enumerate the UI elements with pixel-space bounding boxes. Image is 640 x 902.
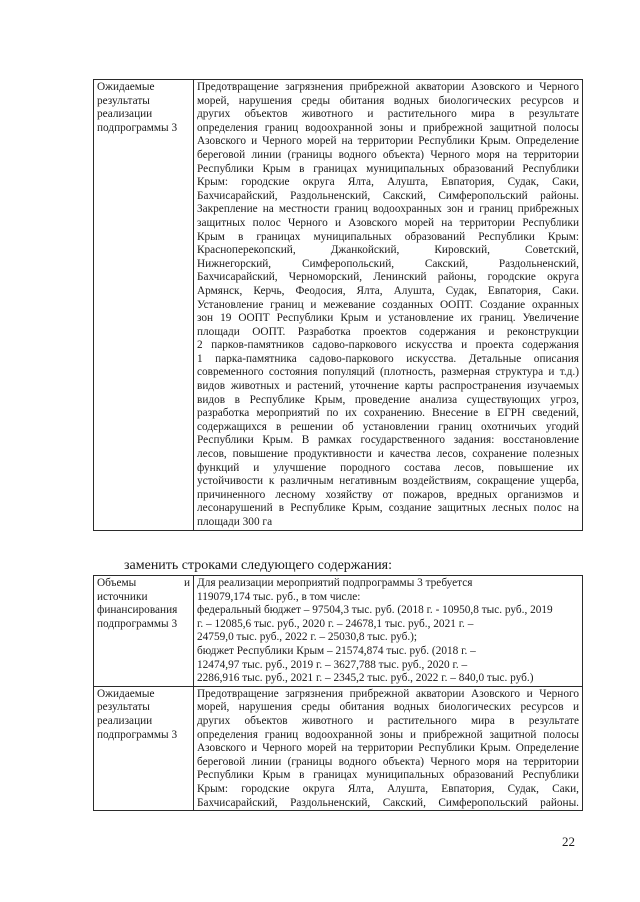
body-line: морей, нарушения среды обитания водных биологических ресурсов и	[197, 94, 579, 107]
text-line: Ожидаемые	[97, 687, 155, 700]
body-line: Республики Крым. В рамках государственного задания: восстановление	[197, 434, 579, 447]
body-line: Нижнегорский, Симферопольский, Сакский, Раздольненский,	[197, 257, 579, 270]
text-line: результаты	[97, 701, 150, 714]
body-line: Армянск, Керчь, Феодосия, Ялта, Алушта, Судак, Евпатория, Саки.	[197, 284, 579, 297]
replacement-caption: заменить строками следующего содержания:	[124, 558, 393, 573]
body-line: 1 парка-памятника садово-паркового искусства. Детальные описания	[197, 352, 579, 365]
results-label	[97, 688, 190, 742]
text-line: результаты	[97, 94, 150, 107]
text-line: федеральный бюджет – 97504,3 тыс. руб. (2018 г. - 10950,8 тыс. руб., 2019	[197, 604, 553, 617]
results-content	[197, 688, 579, 810]
results-table-replacement	[93, 575, 583, 811]
label-line: подпрограммы 3	[97, 617, 178, 630]
text-line: 119079,174 тыс. руб., в том числе:	[197, 590, 361, 603]
body-line: определения границ водоохранной зоны и прибрежной защитной полосы	[197, 121, 579, 134]
body-line: 2 парков-памятников садово-паркового искусства и проекта содержания	[197, 339, 579, 352]
body-line: Бахчисарайский, Раздольненский, Сакский, Симферопольский районы.	[197, 189, 579, 202]
body-line: Закрепление на местности границ водоохранных зон и границ прибрежных	[197, 203, 579, 216]
body-line: Бахчисарайский, Черноморский, Ленинский районы, городские округа	[197, 271, 579, 284]
body-line: Крым: городские округа Ялта, Алушта, Евпатория, Судак, Саки,	[197, 176, 579, 189]
body-line: морей, нарушения среды обитания водных биологических ресурсов и	[197, 701, 579, 714]
body-line: Предотвращение загрязнения прибрежной акватории Азовского и Черного	[197, 81, 579, 93]
label-word: Объемы	[97, 577, 137, 589]
results-label-cell	[94, 686, 194, 810]
body-line: Предотвращение загрязнения прибрежной акватории Азовского и Черного	[197, 687, 579, 700]
funding-label	[97, 577, 190, 631]
text-line: реализации	[97, 714, 153, 727]
funding-content	[197, 577, 579, 686]
text-line: Ожидаемые	[97, 81, 155, 93]
body-line: других объектов животного и растительного мира в результате	[197, 714, 579, 727]
body-line: Бахчисарайский, Раздольненский, Сакский, Симферопольский районы.	[197, 796, 579, 809]
body-line: лесонарушений в Республике Крым, создание защитных лесных полос на	[197, 502, 579, 515]
text-line: подпрограммы 3	[97, 728, 178, 741]
table-row	[94, 686, 583, 810]
body-line: видов в Республике Крым, проведение анализа существующих угроз,	[197, 393, 579, 406]
text-line: бюджет Республики Крым – 21574,874 тыс. руб. (2018 г. –	[197, 644, 476, 657]
body-line: защитных полос Черного и Азовского морей на территории Республики	[197, 216, 579, 229]
body-line: устойчивости к различным негативным воздействиям, сокращение ущерба,	[197, 475, 579, 488]
body-line: лесов, повышение продуктивности и качества лесов, сохранение полезных	[197, 448, 579, 461]
body-line: зон 19 ООПТ Республики Крым и установление их границ. Увеличение	[197, 312, 579, 325]
label-word: и	[183, 577, 190, 589]
results-table-original	[93, 79, 583, 531]
label-line: финансирования	[97, 604, 178, 617]
row-content-cell	[194, 80, 583, 531]
body-line: содержащихся в решении об установлении границ охотничьих угодий	[197, 420, 579, 433]
body-line: других объектов животного и растительного мира в результате	[197, 108, 579, 121]
body-line: определения границ водоохранной зоны и прибрежной защитной полосы	[197, 728, 579, 741]
body-line: Республики Крым в границах муниципальных образований Республики	[197, 162, 579, 175]
label-line	[97, 577, 190, 591]
body-line: Крым: городские округа Ялта, Алушта, Евпатория, Судак, Саки,	[197, 782, 579, 795]
body-line: современного состояния популяций (плотность, размерная структура и т.д.)	[197, 366, 579, 379]
text-line: 2286,916 тыс. руб., 2021 г. – 2345,2 тыс. руб., 2022 г. – 840,0 тыс. руб.)	[197, 672, 534, 685]
funding-content-cell	[194, 576, 583, 687]
body-line: Красноперекопский, Джанкойский, Кировский, Советский,	[197, 244, 579, 257]
text-line: 24759,0 тыс. руб., 2022 г. – 25030,8 тыс. руб.);	[197, 631, 418, 644]
text-line: г. – 12085,6 тыс. руб., 2020 г. – 24678,1 тыс. руб., 2021 г. –	[197, 617, 474, 630]
text-line: 12474,97 тыс. руб., 2019 г. – 3627,788 тыс. руб., 2020 г. –	[197, 658, 468, 671]
body-line: береговой линии (границы водного объекта) Черного моря на территории	[197, 148, 579, 161]
body-line: функций и улучшение породного состава лесов, повышение их	[197, 461, 579, 474]
body-line: береговой линии (границы водного объекта) Черного моря на территории	[197, 755, 579, 768]
body-line: Крым в границах муниципальных образований Республики Крым:	[197, 230, 579, 243]
body-line: площади ООПТ. Разработка проектов содержания и реконструкции	[197, 325, 579, 338]
text-line: реализации	[97, 108, 153, 121]
table-row	[94, 80, 583, 531]
funding-label-cell	[94, 576, 194, 687]
table-row	[94, 576, 583, 687]
body-line: площади 300 га	[197, 516, 273, 528]
row-content	[197, 81, 579, 530]
row-label	[97, 81, 190, 135]
label-line: источники	[97, 590, 148, 603]
body-line: Азовского и Черного морей на территории Республики Крым. Определение	[197, 135, 579, 148]
body-line: причиненного лесному хозяйству от пожаров, вредных организмов и	[197, 488, 579, 501]
body-line: Республики Крым в границах муниципальных образований Республики	[197, 769, 579, 782]
body-line: разработка мероприятий по их сохранению. Внесение в ЕГРН сведений,	[197, 407, 579, 420]
body-line: видов животных и растений, уточнение карты распространения изучаемых	[197, 380, 579, 393]
body-line: Азовского и Черного морей на территории Республики Крым. Определение	[197, 742, 579, 755]
body-line: Установление границ и межевание созданных ООПТ. Создание охранных	[197, 298, 579, 311]
page-number: 22	[562, 834, 575, 849]
row-label-cell	[94, 80, 194, 531]
text-line: подпрограммы 3	[97, 121, 178, 134]
text-line: Для реализации мероприятий подпрограммы 3 требуется	[197, 577, 473, 589]
results-content-cell	[194, 686, 583, 810]
